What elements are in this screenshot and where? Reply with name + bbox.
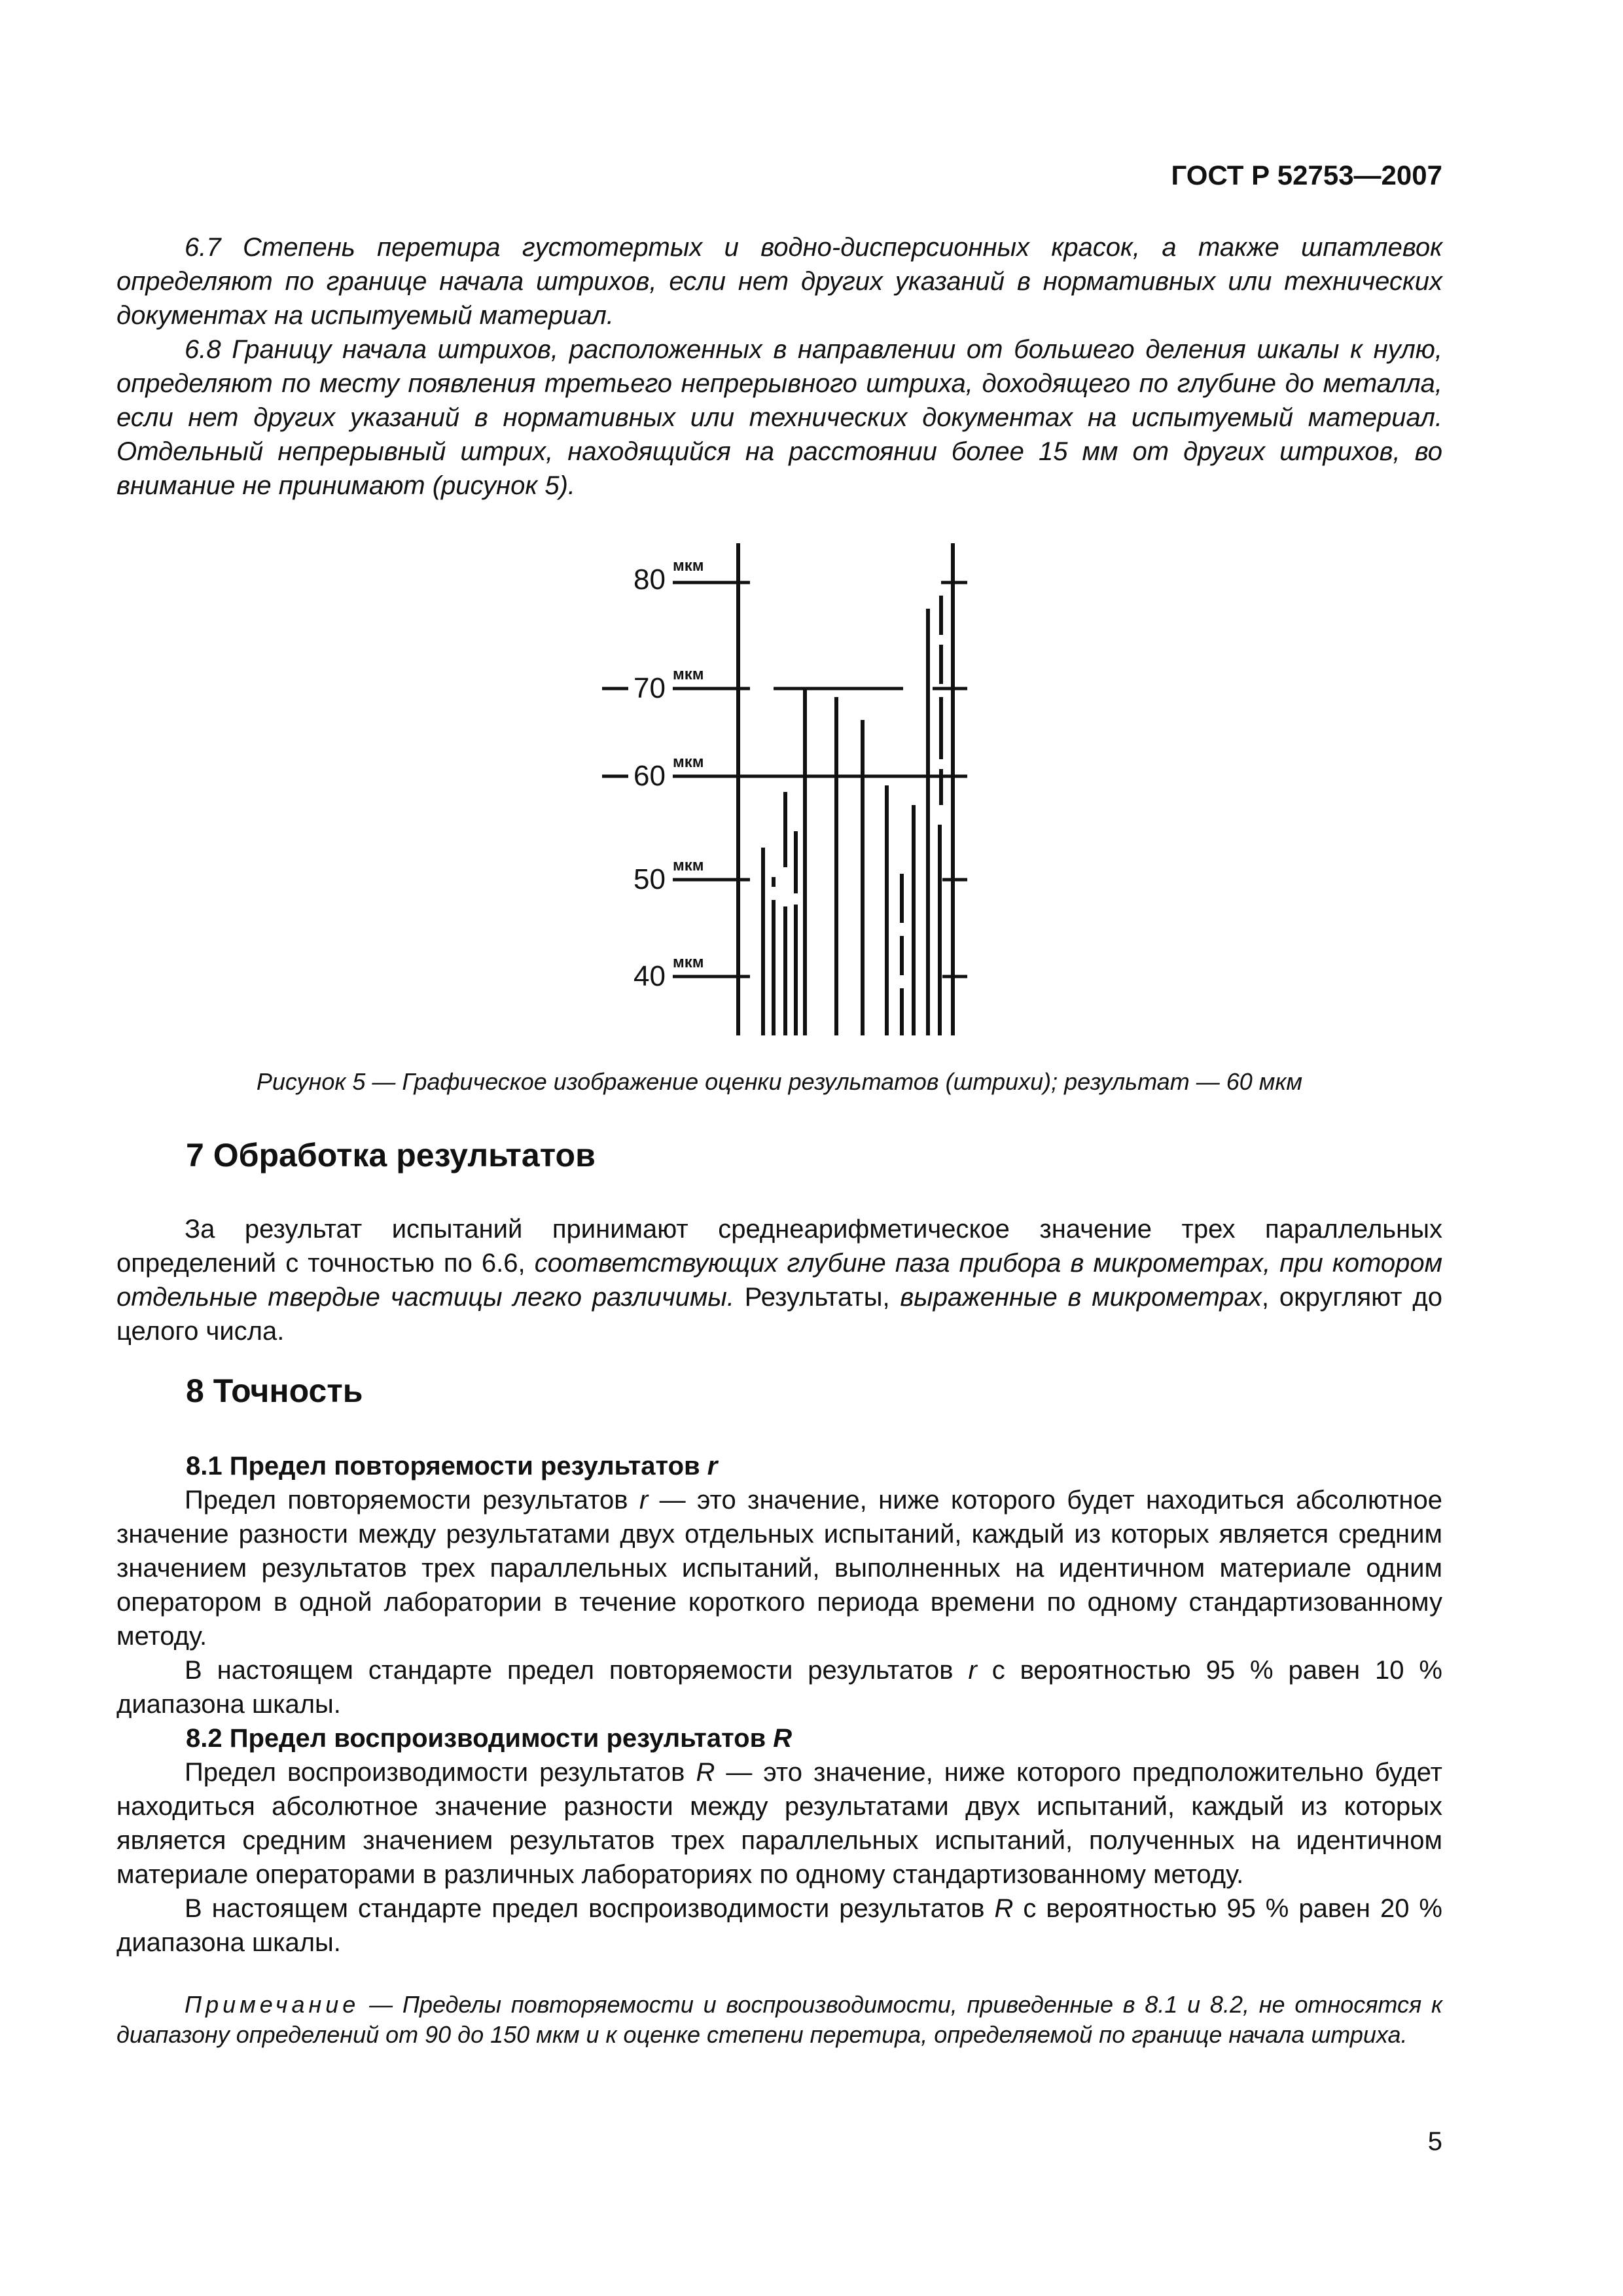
note-lead: Примечание [185,1991,360,2018]
p821-a: Предел воспроизводимости результатов [185,1758,696,1787]
page-number: 5 [1427,2127,1442,2156]
subsection-8-2-title-text: 8.2 Предел воспроизводимости результатов [186,1724,774,1753]
paragraph-8-2-1 [116,1755,1442,1892]
paragraph-6-7: 6.7 Степень перетира густотертых и водно-дисперсионных красок, а также шпатлевок определяют по границе начала штрихов, если нет других указаний в нормативных или технических документах на испытуемый материал. [116,233,1442,330]
paragraph-7-part-c: Результаты, [734,1283,901,1312]
p812-b: с вероятностью 95 % равен 10 % диапазона шкалы. [116,1656,1442,1719]
subsection-8-2-title [186,1721,792,1755]
section-8-heading: 8 Точность [186,1372,363,1409]
note [116,1990,1442,2050]
figure-caption: Рисунок 5 — Графическое изображение оценки результатов (штрихи); результат — 60 мкм [256,1068,1303,1095]
section-7-heading: 7 Обработка результатов [186,1137,596,1174]
p822-a: В настоящем стандарте предел воспроизводимости результатов [185,1894,995,1923]
subsection-8-1-title-text: 8.1 Предел повторяемости результатов [186,1452,707,1480]
paragraph-7-part-e: , округляют до целого числа. [116,1283,1442,1346]
p812-a: В настоящем стандарте предел повторяемости результатов [185,1656,969,1685]
paragraph-8-1-2 [116,1653,1442,1721]
paragraph-7 [116,1212,1442,1348]
subsection-8-2-var: R [773,1724,793,1753]
scale-label-50: 50 [633,863,666,895]
p812-var: r [968,1656,977,1685]
paragraph-6-8: 6.8 Границу начала штрихов, расположенных в направлении от большего деления шкалы к нулю, определяют по месту появления третьего непрерывного штриха, доходящего по глубине до металла, если нет других указаний в нормативных или технических документах на испытуемый материал. Отдельный непрерывный штрих, находящийся на расстоянии более 15 мм от других штрихов, во внимание не принимают (рисунок 5). [116,335,1442,500]
scale-unit-50: мкм [673,857,704,874]
document-code: ГОСТ Р 52753—2007 [1171,160,1442,190]
paragraph-8-2-2 [116,1892,1442,1960]
p811-a: Предел повторяемости результатов [185,1486,639,1515]
scale-label-60: 60 [633,760,666,792]
scale-unit-80: мкм [673,557,704,575]
scale-unit-70: мкм [673,666,704,683]
scale-label-80: 80 [633,564,666,596]
paragraph-7-part-d: выраженные в микрометрах [900,1283,1262,1312]
p822-var: R [994,1894,1014,1923]
figure-5-scratch-diagram [589,537,969,1047]
p811-b: — это значение, ниже которого будет находиться абсолютное значение разности между результатами двух отдельных испытаний, каждый из которых является средним значением результатов трех параллельных испытаний, выполненных на идентичном материале одним оператором в одной лаборатории в течение короткого периода времени по одному стандартизованному методу. [116,1486,1442,1651]
paragraph-7-part-b: соответствующих глубине паза прибора в микрометрах, при котором отдельные твердые частицы легко различимы. [116,1249,1442,1312]
subsection-8-1-title [186,1449,717,1483]
scale-unit-40: мкм [673,954,704,971]
subsection-8-1-var: r [707,1452,718,1480]
scale-label-70: 70 [633,672,666,704]
p811-var: r [639,1486,649,1515]
p821-var: R [696,1758,715,1787]
scale-label-40: 40 [633,960,666,992]
p821-b: — это значение, ниже которого предположительно будет находиться абсолютное значение разности между результатами двух испытаний, каждый из которых является средним значением результатов трех параллельных испытаний, полученных на идентичном материале операторами в различных лабораториях по одному стандартизованному методу. [116,1758,1442,1889]
scale-unit-60: мкм [673,753,704,771]
paragraph-8-1-1 [116,1483,1442,1653]
paragraph-7-part-a: За результат испытаний принимают среднеарифметическое значение трех параллельных определений с точностью по 6.6, [116,1215,1442,1278]
p822-b: с вероятностью 95 % равен 20 % диапазона шкалы. [116,1894,1442,1957]
note-text: — Пределы повторяемости и воспроизводимости, приведенные в 8.1 и 8.2, не относятся к диапазону определений от 90 до 150 мкм и к оценке степени перетира, определяемой по границе начала штриха. [116,1991,1442,2048]
